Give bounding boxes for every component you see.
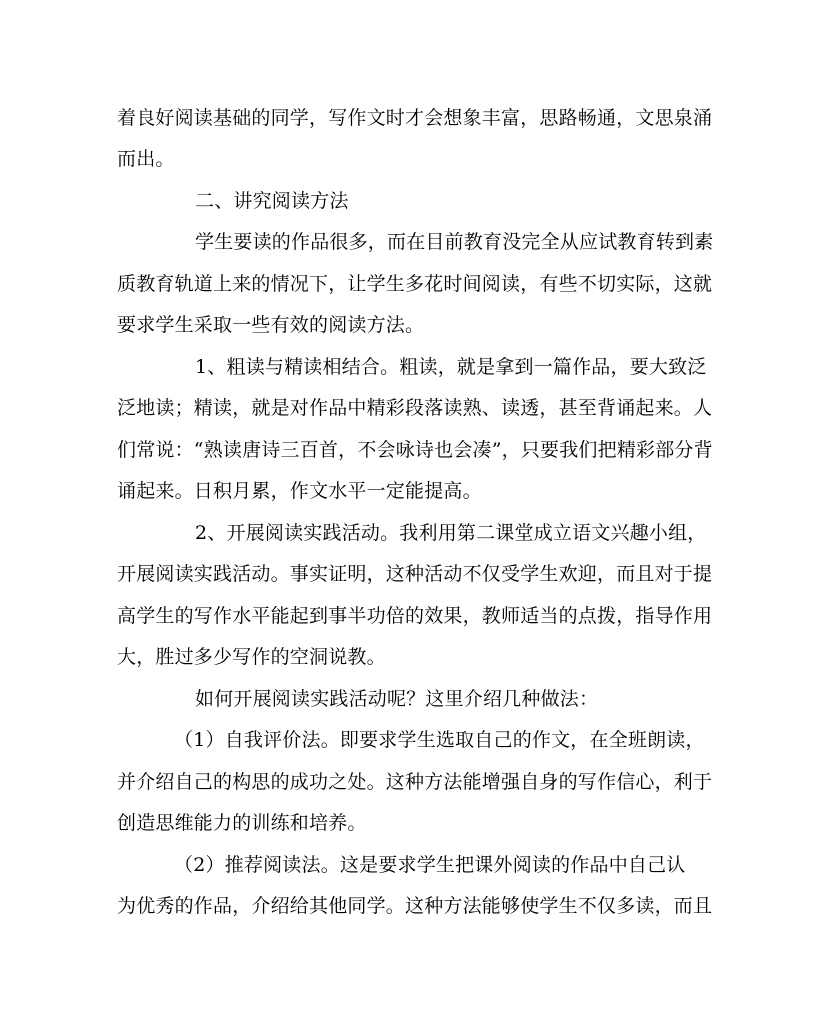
text-line: 为优秀的作品，介绍给其他同学。这种方法能够使学生不仅多读，而且: [117, 895, 713, 917]
text-line: 着良好阅读基础的同学，写作文时才会想象丰富，思路畅通，文思泉涌: [117, 107, 713, 129]
text-line: 要求学生采取一些有效的阅读方法。: [117, 314, 425, 336]
text-line: 质教育轨道上来的情况下，让学生多花时间阅读，有些不切实际，这就: [117, 273, 713, 295]
text-line: 2、开展阅读实践活动。我利用第二课堂成立语文兴趣小组，: [195, 522, 707, 544]
text-line: 如何开展阅读实践活动呢？这里介绍几种做法：: [195, 688, 599, 710]
text-line: 创造思维能力的训练和培养。: [117, 812, 367, 834]
text-line: 开展阅读实践活动。事实证明，这种活动不仅受学生欢迎，而且对于提: [117, 563, 713, 585]
text-line: 1、粗读与精读相结合。粗读，就是拿到一篇作品，要大致泛: [195, 356, 707, 378]
section-heading: 二、讲究阅读方法: [195, 190, 349, 212]
text-line: 泛地读；精读，就是对作品中精彩段落读熟、读透，甚至背诵起来。人: [117, 397, 713, 419]
text-line: 高学生的写作水平能起到事半功倍的效果，教师适当的点拨，指导作用: [117, 605, 713, 627]
text-line: 学生要读的作品很多，而在目前教育没完全从应试教育转到素: [195, 231, 714, 253]
text-line: 并介绍自己的构思的成功之处。这种方法能增强自身的写作信心，利于: [117, 771, 713, 793]
text-line: 而出。: [117, 148, 175, 170]
text-line: 大，胜过多少写作的空洞说教。: [117, 646, 386, 668]
text-line: （2）推荐阅读法。这是要求学生把课外阅读的作品中自己认: [174, 854, 686, 876]
text-line: （1）自我评价法。即要求学生选取自己的作文，在全班朗读，: [174, 729, 705, 751]
text-line: 们常说：“熟读唐诗三百首，不会咏诗也会凑”，只要我们把精彩部分背: [117, 439, 713, 461]
text-line: 诵起来。日积月累，作文水平一定能提高。: [117, 480, 482, 502]
